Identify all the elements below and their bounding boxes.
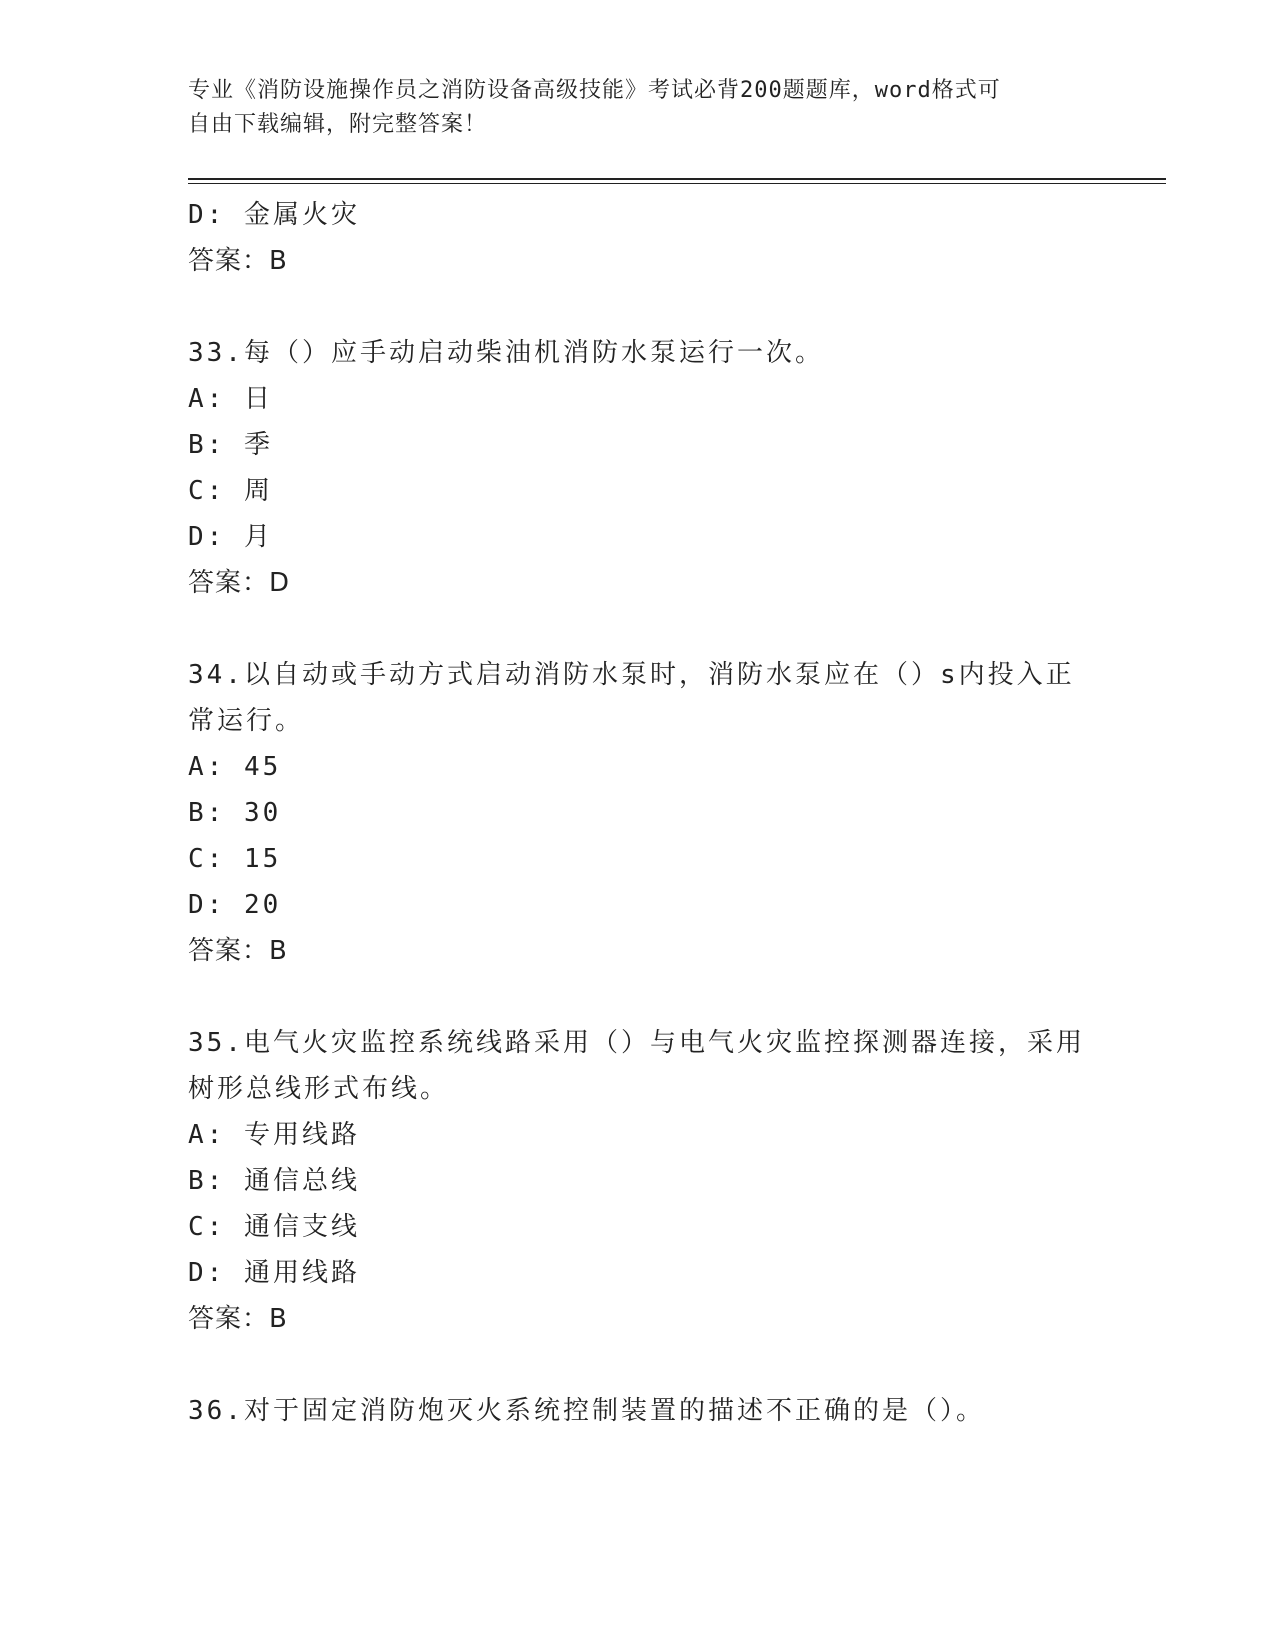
option-c: C: 通信支线: [188, 1212, 360, 1242]
option-d: D: 金属火灾: [188, 200, 360, 230]
question-36: [188, 1388, 1088, 1434]
question-text-line-1: 34.以自动或手动方式启动消防水泵时，消防水泵应在（）s内投入正: [188, 660, 1075, 690]
answer-line: 答案：B: [188, 1304, 288, 1334]
answer-line: 答案：B: [188, 936, 288, 966]
document-header: [188, 74, 1068, 142]
option-b: B: 通信总线: [188, 1166, 360, 1196]
option-a: A: 45: [188, 752, 282, 782]
option-d: D: 月: [188, 522, 273, 552]
spacer: [188, 284, 1088, 330]
answer-line: 答案：D: [188, 568, 291, 598]
spacer: [188, 1342, 1088, 1388]
option-b: B: 季: [188, 430, 273, 460]
question-list: [188, 192, 1088, 1434]
answer-line: 答案：B: [188, 246, 288, 276]
spacer: [188, 606, 1088, 652]
question-text-line-2: 树形总线形式布线。: [188, 1074, 450, 1104]
spacer: [188, 974, 1088, 1020]
option-a: A: 日: [188, 384, 273, 414]
question-text: 36.对于固定消防炮灭火系统控制装置的描述不正确的是（）。: [188, 1396, 985, 1426]
option-b: B: 30: [188, 798, 282, 828]
option-c: C: 15: [188, 844, 282, 874]
header-divider: [188, 178, 1166, 184]
question-text-line-2: 常运行。: [188, 706, 305, 736]
option-a: A: 专用线路: [188, 1120, 360, 1150]
option-d: D: 20: [188, 890, 282, 920]
header-title-line-1: 专业《消防设施操作员之消防设备高级技能》考试必背200题题库，word格式可: [188, 78, 1001, 103]
question-34: [188, 652, 1088, 974]
header-title-line-2: 自由下载编辑，附完整答案！: [188, 112, 488, 137]
question-text-line-1: 35.电气火灾监控系统线路采用（）与电气火灾监控探测器连接，采用: [188, 1028, 1085, 1058]
question-33: [188, 330, 1088, 606]
option-c: C: 周: [188, 476, 273, 506]
question-35: [188, 1020, 1088, 1342]
question-text: 33.每（）应手动启动柴油机消防水泵运行一次。: [188, 338, 824, 368]
option-d: D: 通用线路: [188, 1258, 360, 1288]
